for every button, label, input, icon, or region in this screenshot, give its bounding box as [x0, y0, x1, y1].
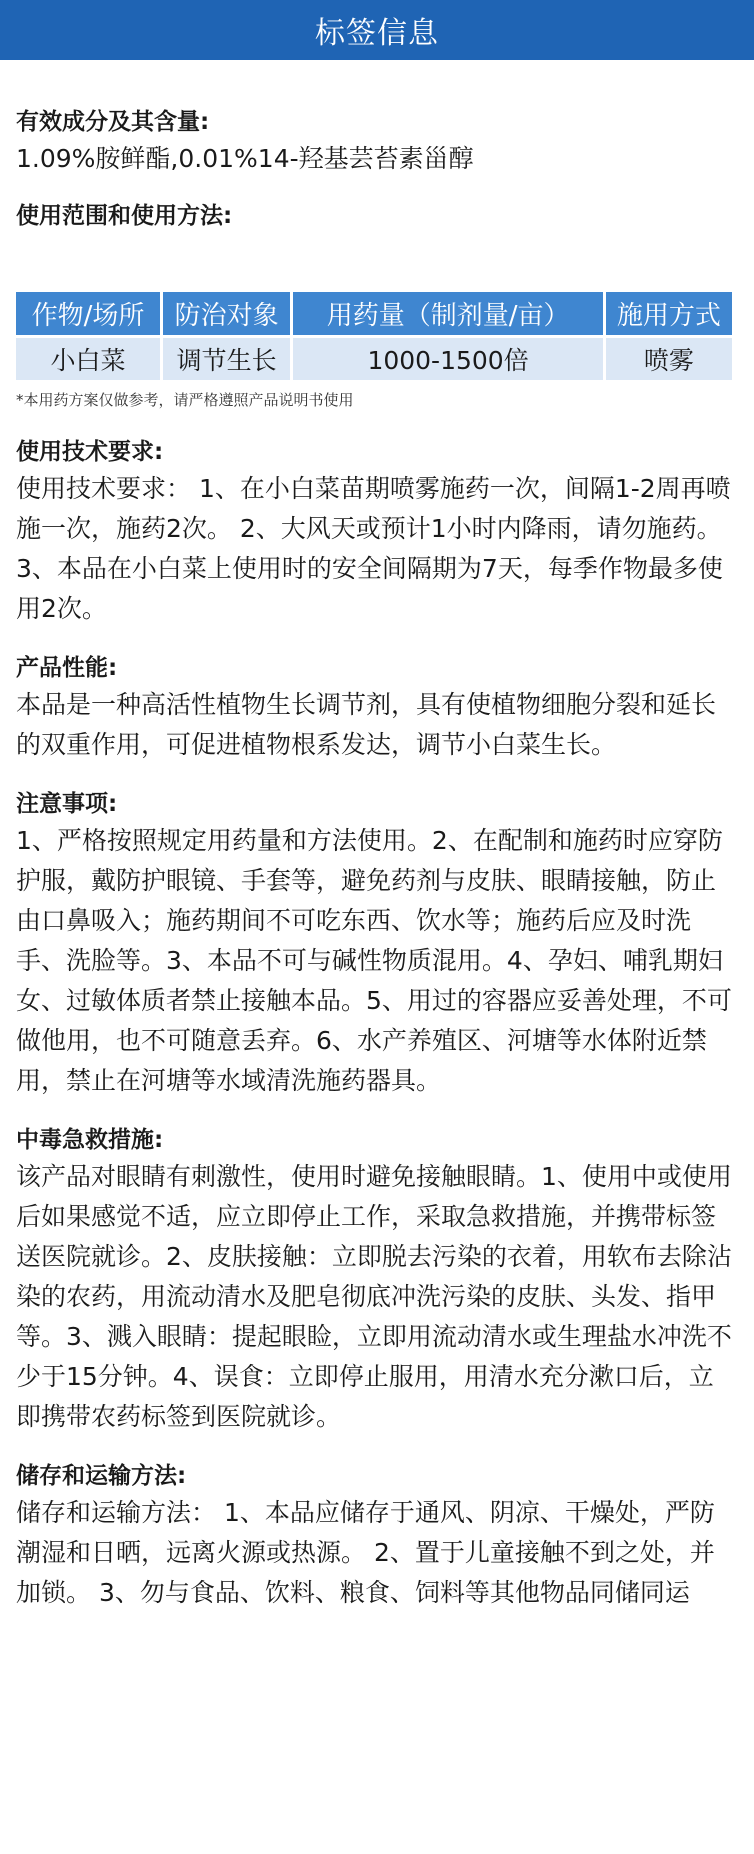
- column-header: 防治对象: [163, 292, 290, 335]
- technical-requirements-section: [16, 435, 738, 629]
- section-body: 该产品对眼睛有刺激性，使用时避免接触眼睛。1、使用中或使用后如果感觉不适，应立即停止工作，采取急救措施，并携带标签送医院就诊。2、皮肤接触：立即脱去污染的衣着，用软布去除沾染的农药，用流动清水及肥皂彻底冲洗污染的皮肤、头发、指甲等。3、溅入眼睛：提起眼睑，立即用流动清水或生理盐水冲洗不少于15分钟。4、误食：立即停止服用，用清水充分漱口后，立即携带农药标签到医院就诊。: [16, 1162, 732, 1431]
- section-body: 1.09%胺鲜酯,0.01%14-羟基芸苔素甾醇: [16, 144, 474, 173]
- storage-transport-section: [16, 1459, 738, 1613]
- product-performance-section: [16, 651, 738, 765]
- precautions-section: [16, 787, 738, 1101]
- section-title: 中毒急救措施:: [16, 1127, 164, 1153]
- table-row: [16, 338, 732, 380]
- page-title: 标签信息: [315, 16, 439, 51]
- first-aid-section: [16, 1123, 738, 1437]
- table-cell: 1000-1500倍: [293, 338, 602, 380]
- usage-section: [16, 199, 738, 411]
- usage-table: [13, 289, 735, 383]
- table-cell: 喷雾: [606, 338, 732, 380]
- section-body: 储存和运输方法： 1、本品应储存于通风、阴凉、干燥处，严防潮湿和日晒，远离火源或热源。 2、置于儿童接触不到之处，并加锁。 3、勿与食品、饮料、粮食、饲料等其他物品同储同运: [16, 1498, 715, 1607]
- section-title: 注意事项:: [16, 791, 118, 817]
- page-header: [0, 0, 754, 60]
- column-header: 作物/场所: [16, 292, 160, 335]
- usage-note: *本用药方案仅做参考，请严格遵照产品说明书使用: [16, 391, 354, 409]
- section-title: 使用技术要求:: [16, 439, 164, 465]
- table-header-row: [16, 292, 732, 335]
- section-body: 使用技术要求： 1、在小白菜苗期喷雾施药一次，间隔1-2周再喷施一次，施药2次。 2、大风天或预计1小时内降雨，请勿施药。 3、本品在小白菜上使用时的安全间隔期为7天，每季作物最多使用2次。: [16, 474, 731, 623]
- table-cell: 调节生长: [163, 338, 290, 380]
- section-title: 有效成分及其含量:: [16, 109, 210, 135]
- column-header: 用药量（制剂量/亩）: [293, 292, 602, 335]
- section-title: 产品性能:: [16, 655, 118, 681]
- section-title: 使用范围和使用方法:: [16, 203, 233, 229]
- label-content: [0, 105, 754, 1613]
- section-body: 本品是一种高活性植物生长调节剂，具有使植物细胞分裂和延长的双重作用，可促进植物根系发达，调节小白菜生长。: [16, 690, 717, 759]
- section-body: 1、严格按照规定用药量和方法使用。2、在配制和施药时应穿防护服，戴防护眼镜、手套等，避免药剂与皮肤、眼睛接触，防止由口鼻吸入；施药期间不可吃东西、饮水等；施药后应及时洗手、洗脸等。3、本品不可与碱性物质混用。4、孕妇、哺乳期妇女、过敏体质者禁止接触本品。5、用过的容器应妥善处理，不可做他用，也不可随意丢弃。6、水产养殖区、河塘等水体附近禁用，禁止在河塘等水域清洗施药器具。: [16, 826, 732, 1095]
- column-header: 施用方式: [606, 292, 732, 335]
- table-cell: 小白菜: [16, 338, 160, 380]
- section-title: 储存和运输方法:: [16, 1463, 187, 1489]
- ingredients-section: [16, 105, 738, 179]
